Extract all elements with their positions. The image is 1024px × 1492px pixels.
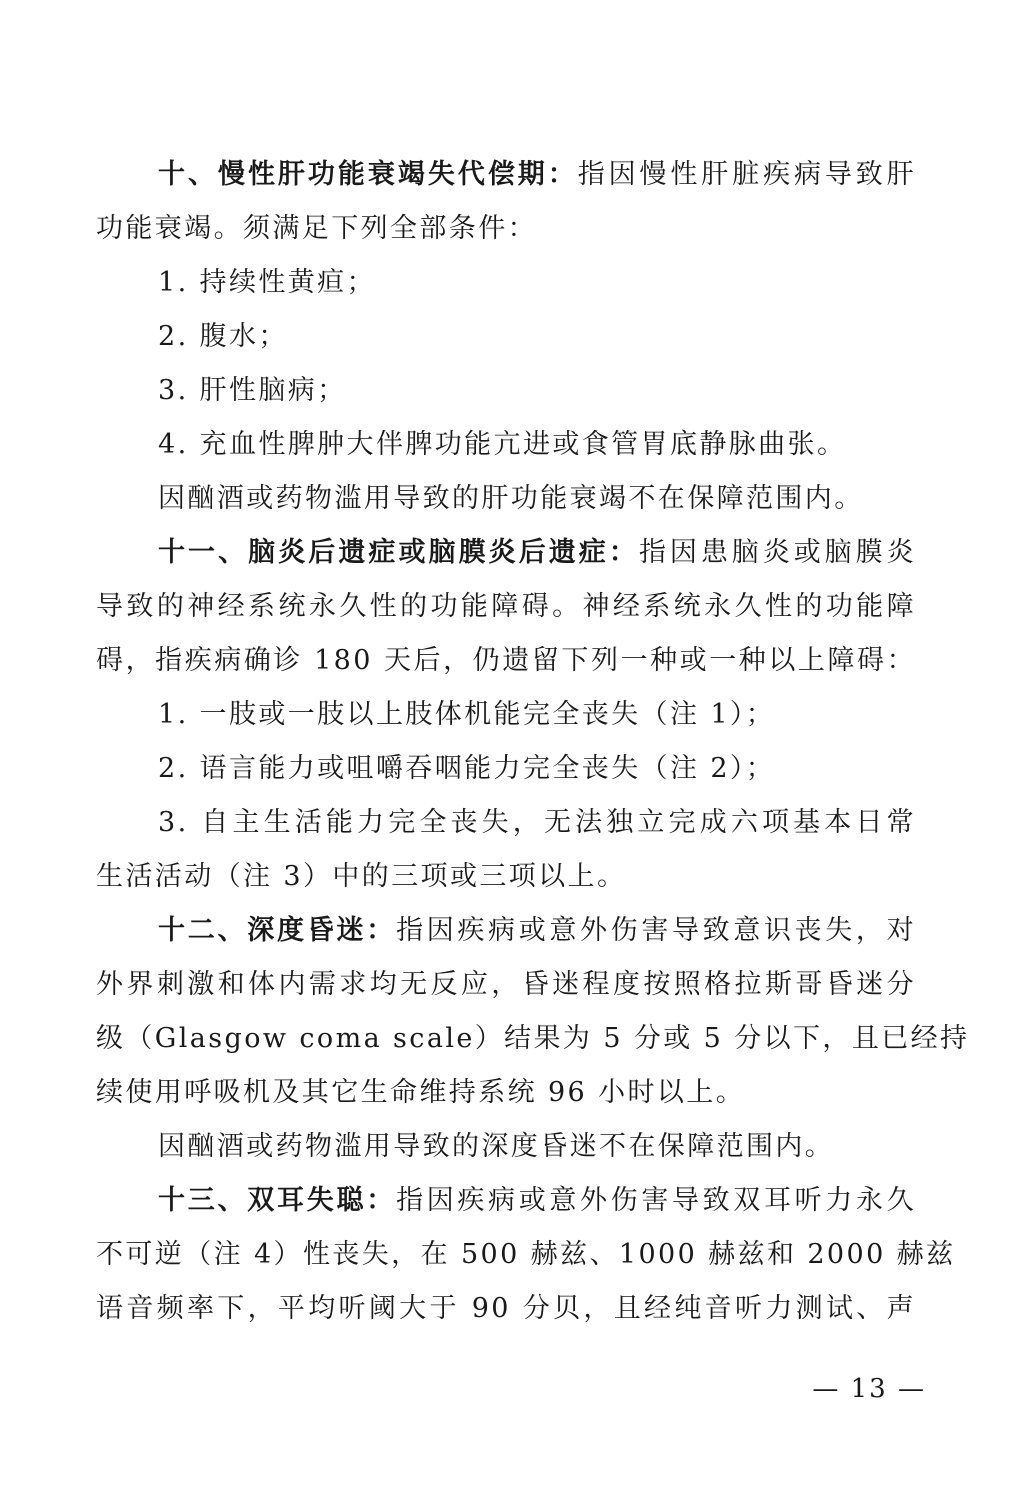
section-12-text: 指因疾病或意外伤害导致意识丧失，对 <box>396 915 916 946</box>
section-10-line-1 <box>96 148 916 202</box>
section-11-item-3: 3. 自主生活能力完全丧失，无法独立完成六项基本日常 <box>158 807 916 838</box>
page-body <box>96 148 970 1336</box>
section-13-text: 指因疾病或意外伤害导致双耳听力永久 <box>396 1185 916 1216</box>
section-10-exclusion: 因酗酒或药物滥用导致的肝功能衰竭不在保障范围内。 <box>158 483 864 514</box>
section-11-line-3: 碍，指疾病确诊 180 天后，仍遗留下列一种或一种以上障碍： <box>96 645 916 676</box>
section-11-heading: 十一、脑炎后遗症或脑膜炎后遗症： <box>158 537 639 568</box>
section-11-text: 指因患脑炎或脑膜炎 <box>638 537 917 568</box>
section-10-item-1: 1. 持续性黄疸； <box>158 267 376 298</box>
section-10-line-2: 功能衰竭。须满足下列全部条件： <box>96 213 537 244</box>
section-13-heading: 十三、双耳失聪： <box>158 1185 397 1216</box>
section-12-line-3: 级（Glasgow coma scale）结果为 5 分或 5 分以下，且已经持 <box>96 1023 970 1054</box>
section-13-line-1 <box>96 1174 916 1228</box>
section-11-item-3-cont: 生活活动（注 3）中的三项或三项以上。 <box>96 861 627 892</box>
section-12-exclusion: 因酗酒或药物滥用导致的深度昏迷不在保障范围内。 <box>158 1131 835 1162</box>
section-10-item-3: 3. 肝性脑病； <box>158 375 347 406</box>
section-12-line-1 <box>96 904 916 958</box>
section-12-line-2: 外界刺激和体内需求均无反应，昏迷程度按照格拉斯哥昏迷分 <box>96 969 916 1000</box>
section-11-item-2: 2. 语言能力或咀嚼吞咽能力完全丧失（注 2）； <box>158 753 776 784</box>
section-12-heading: 十二、深度昏迷： <box>158 915 397 946</box>
section-13-line-2: 不可逆（注 4）性丧失，在 500 赫兹、1000 赫兹和 2000 赫兹 <box>96 1239 956 1270</box>
section-10-intro: 指因慢性肝脏疾病导致肝 <box>577 159 916 190</box>
section-11-line-2: 导致的神经系统永久性的功能障碍。神经系统永久性的功能障 <box>96 591 916 622</box>
section-10-item-4: 4. 充血性脾肿大伴脾功能亢进或食管胃底静脉曲张。 <box>158 429 847 460</box>
section-11-line-1 <box>96 526 916 580</box>
section-10-item-2: 2. 腹水； <box>158 321 288 352</box>
page-number: — 13 — <box>812 1374 926 1404</box>
section-13-line-3: 语音频率下，平均听阈大于 90 分贝，且经纯音听力测试、声 <box>96 1293 916 1324</box>
section-12-line-4: 续使用呼吸机及其它生命维持系统 96 小时以上。 <box>96 1077 746 1108</box>
section-11-item-1: 1. 一肢或一肢以上肢体机能完全丧失（注 1）； <box>158 699 776 730</box>
section-10-heading: 十、慢性肝功能衰竭失代偿期： <box>158 159 578 190</box>
